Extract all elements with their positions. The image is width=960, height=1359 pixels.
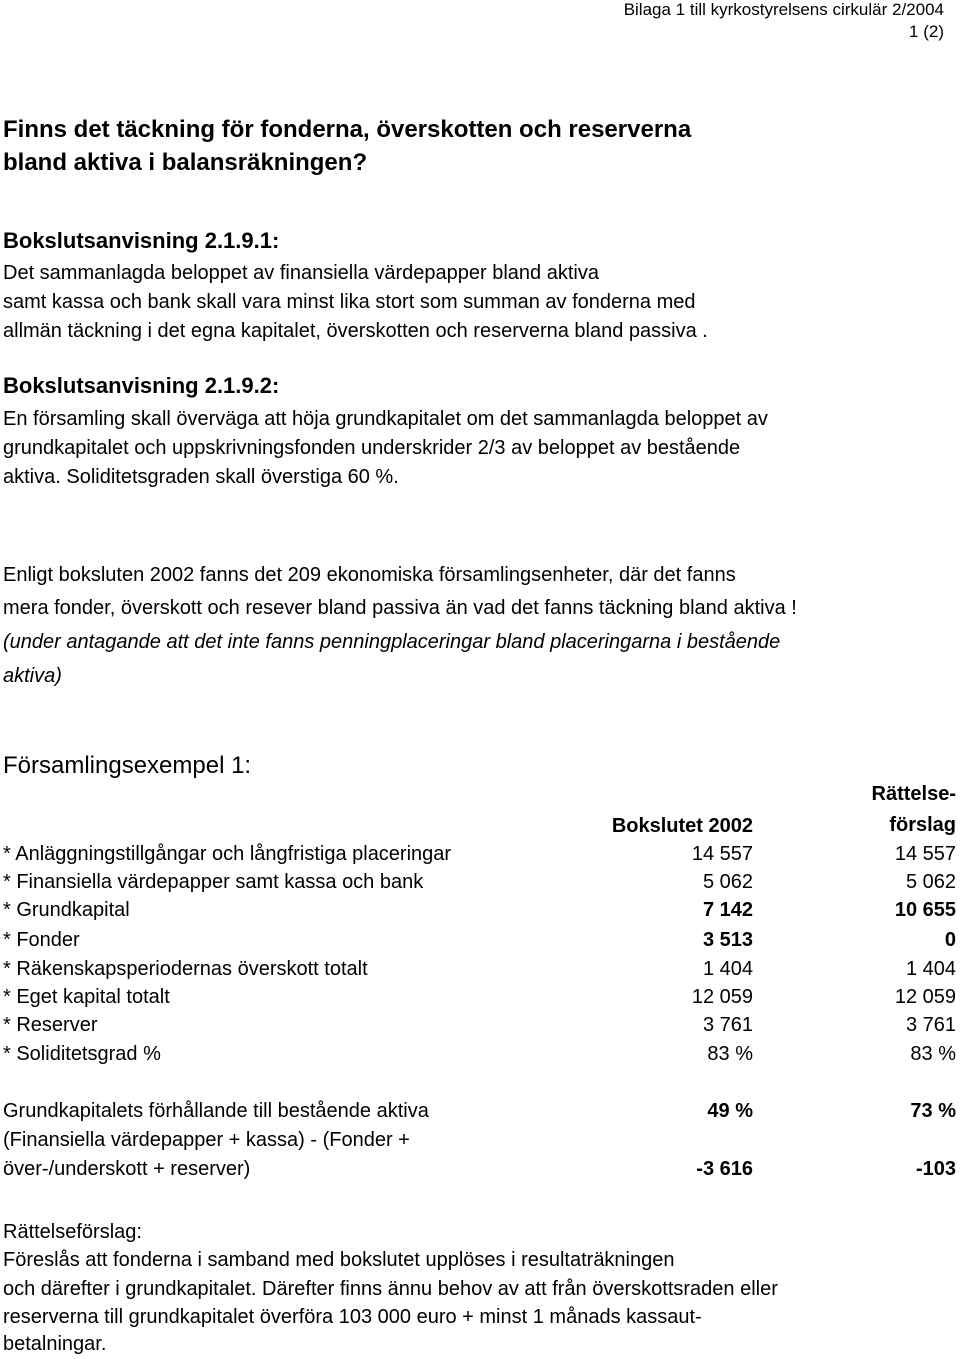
finding-italic-line: (under antagande att det inte fanns penningplaceringar bland placeringarna i bestående — [3, 631, 781, 653]
table-row — [3, 958, 956, 986]
row-value-correction: 14 557 — [894, 843, 956, 865]
document-header-title: Bilaga 1 till kyrkostyrelsens cirkulär 2/2004 — [623, 0, 944, 19]
row-label: * Eget kapital totalt — [3, 986, 170, 1008]
row-value-closing: 12 059 — [691, 986, 753, 1008]
row-value-correction: 1 404 — [905, 958, 956, 980]
row-label: Grundkapitalets förhållande till bestående aktiva — [3, 1100, 429, 1122]
section-1-line: allmän täckning i det egna kapitalet, överskotten och reserverna bland passiva . — [3, 320, 708, 342]
row-value-correction: 3 761 — [905, 1014, 956, 1036]
row-label: * Fonder — [3, 929, 80, 951]
row-value-correction: -103 — [915, 1158, 956, 1180]
proposal-line: betalningar. — [3, 1333, 107, 1355]
table-row — [3, 1014, 956, 1042]
row-label: * Räkenskapsperiodernas överskott totalt — [3, 958, 368, 980]
row-label: * Reserver — [3, 1014, 98, 1036]
finding-line: Enligt boksluten 2002 fanns det 209 ekonomiska församlingsenheter, där det fanns — [3, 564, 736, 586]
section-2-line: En församling skall överväga att höja grundkapitalet om det sammanlagda beloppet av — [3, 408, 768, 430]
row-value-correction: 0 — [944, 929, 956, 951]
proposal-line: reserverna till grundkapitalet överföra 103 000 euro + minst 1 månads kassaut- — [3, 1306, 702, 1328]
section-2-line: grundkapitalet och uppskrivningsfonden underskrider 2/3 av beloppet av bestående — [3, 437, 741, 459]
row-label: (Finansiella värdepapper + kassa) - (Fonder + — [3, 1129, 410, 1151]
row-value-correction: 12 059 — [894, 986, 956, 1008]
proposal-line: och därefter i grundkapitalet. Därefter finns ännu behov av att från överskottsraden eller — [3, 1278, 778, 1300]
row-label: * Soliditetsgrad % — [3, 1043, 161, 1065]
difference-row — [3, 1158, 956, 1186]
row-label: över-/underskott + reserver) — [3, 1158, 251, 1180]
difference-row-label-line-1 — [3, 1129, 956, 1157]
finding-line: mera fonder, överskott och resever bland passiva än vad det fanns täckning bland aktiva ! — [3, 597, 797, 619]
row-value-closing: 5 062 — [702, 871, 753, 893]
row-value-closing: 14 557 — [691, 843, 753, 865]
row-value-closing: 3 513 — [702, 929, 753, 951]
example-title: Församlingsexempel 1: — [3, 752, 252, 779]
table-row — [3, 871, 956, 899]
section-1-heading: Bokslutsanvisning 2.1.9.1: — [3, 228, 280, 253]
column-header-correction-line-1: Rättelse- — [871, 783, 956, 805]
section-1-line: samt kassa och bank skall vara minst lika stort som summan av fonderna med — [3, 291, 696, 313]
proposal-line: Föreslås att fonderna i samband med bokslutet upplöses i resultaträkningen — [3, 1249, 675, 1271]
table-row — [3, 1043, 956, 1071]
row-value-correction: 5 062 — [905, 871, 956, 893]
row-value-closing: 49 % — [707, 1100, 753, 1122]
row-value-closing: 83 % — [707, 1043, 753, 1065]
row-value-correction: 10 655 — [894, 899, 956, 921]
row-value-closing: 7 142 — [702, 899, 753, 921]
section-2-line: aktiva. Soliditetsgraden skall överstiga 60 %. — [3, 466, 399, 488]
finding-italic-line: aktiva) — [3, 665, 62, 687]
row-label: * Grundkapital — [3, 899, 130, 921]
page-number: 1 (2) — [909, 22, 944, 41]
row-value-correction: 73 % — [910, 1100, 956, 1122]
column-header-correction-line-2: förslag — [889, 814, 956, 836]
row-value-closing: 1 404 — [702, 958, 753, 980]
section-1-line: Det sammanlagda beloppet av finansiella värdepapper bland aktiva — [3, 262, 599, 284]
table-row — [3, 899, 956, 927]
row-value-closing: -3 616 — [696, 1158, 753, 1180]
row-value-correction: 83 % — [910, 1043, 956, 1065]
table-row — [3, 929, 956, 957]
table-row — [3, 986, 956, 1014]
page-title-line-1: Finns det täckning för fonderna, överskotten och reserverna — [3, 116, 692, 143]
row-label: * Finansiella värdepapper samt kassa och bank — [3, 871, 424, 893]
column-header-closing-2002: Bokslutet 2002 — [611, 815, 753, 837]
proposal-heading: Rättelseförslag: — [3, 1221, 142, 1243]
ratio-row — [3, 1100, 956, 1128]
page-title-line-2: bland aktiva i balansräkningen? — [3, 149, 368, 176]
section-2-heading: Bokslutsanvisning 2.1.9.2: — [3, 373, 280, 398]
row-label: * Anläggningstillgångar och långfristiga placeringar — [3, 843, 452, 865]
row-value-closing: 3 761 — [702, 1014, 753, 1036]
table-row — [3, 843, 956, 871]
